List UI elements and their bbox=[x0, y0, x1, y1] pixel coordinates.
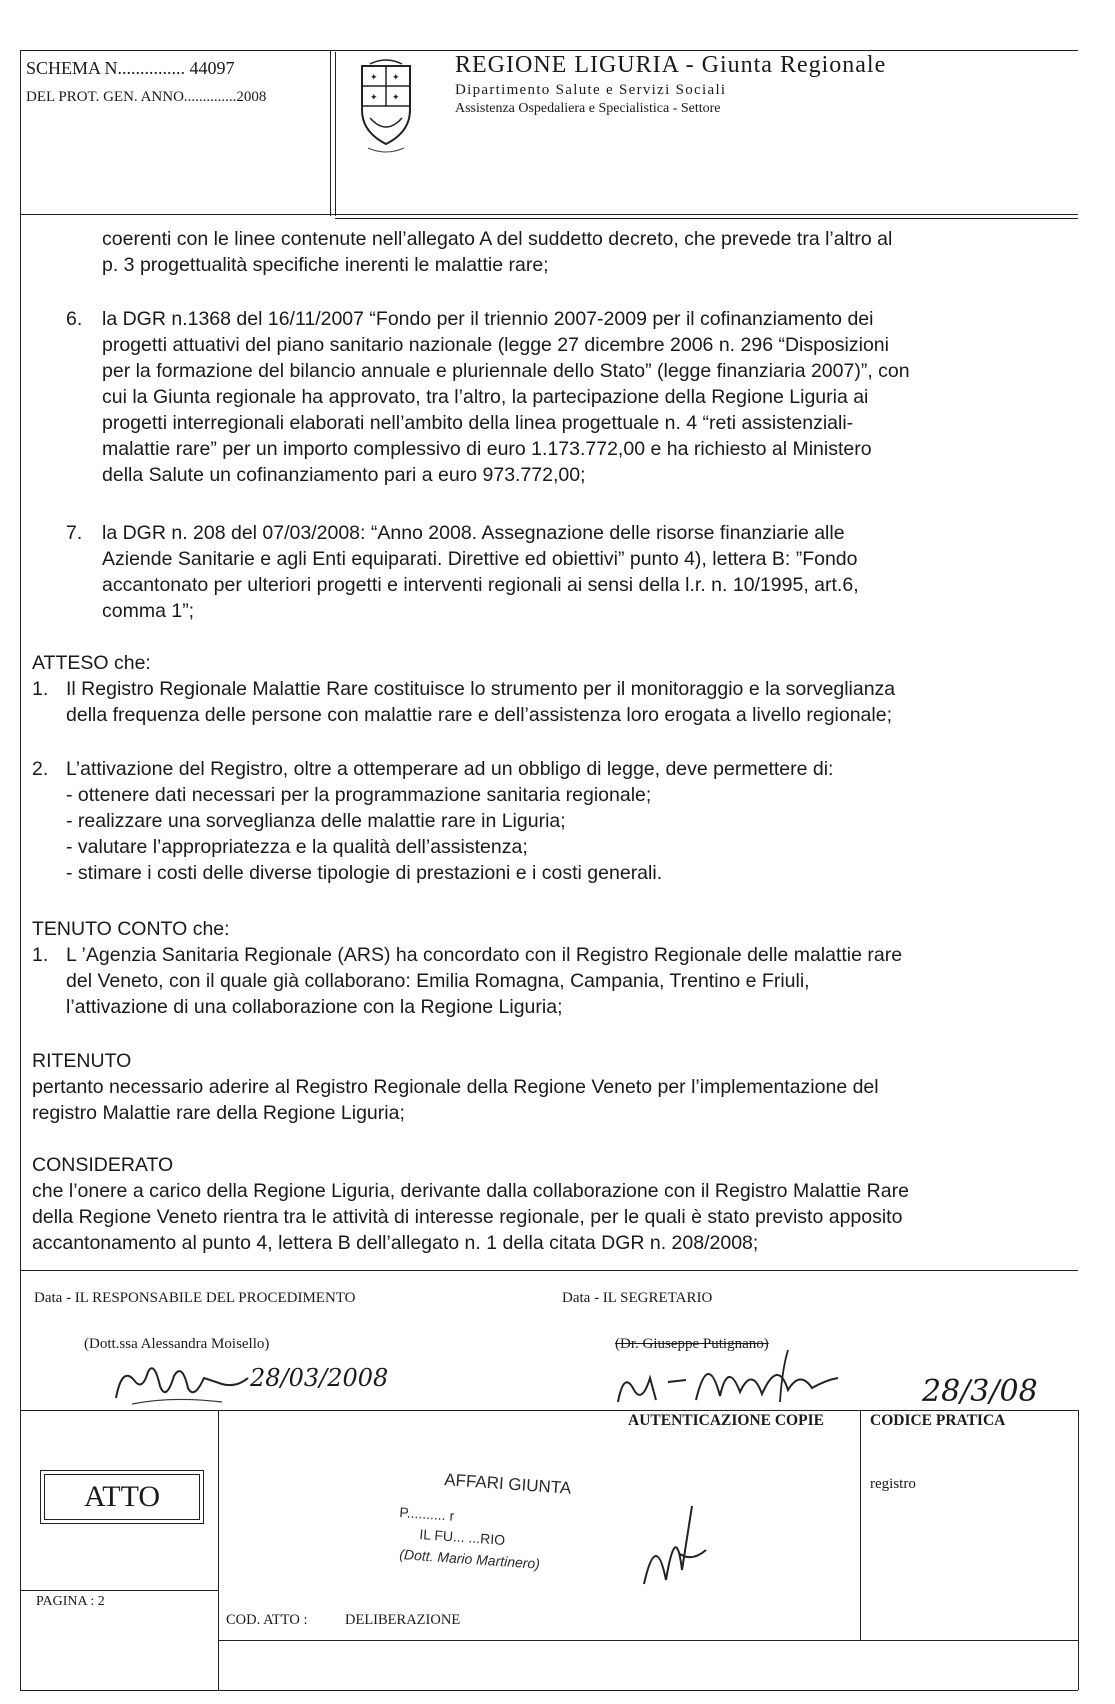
atteso-2-number: 2. bbox=[32, 758, 49, 780]
atteso-heading: ATTESO che: bbox=[32, 652, 151, 674]
organization-title: REGIONE LIGURIA - Giunta Regionale bbox=[455, 52, 887, 78]
text-line: coerenti con le linee contenute nell’allegato A del suddetto decreto, che prevede tra l’altro al bbox=[102, 228, 893, 250]
text-line: cui la Giunta regionale ha approvato, tra l’altro, la partecipazione della Regione Liguria ai bbox=[102, 386, 869, 408]
stamp-line-1: P.......... r bbox=[398, 1504, 455, 1524]
intro-paragraph bbox=[102, 226, 892, 278]
codice-pratica-value: registro bbox=[870, 1476, 916, 1492]
text-line: la DGR n. 208 del 07/03/2008: “Anno 2008. Assegnazione delle risorse finanziarie alle bbox=[102, 522, 845, 544]
schema-number: SCHEMA N............... 44097 bbox=[26, 58, 235, 78]
atteso-2-bullets bbox=[66, 782, 662, 886]
ritenuto-heading: RITENUTO bbox=[32, 1050, 132, 1072]
tenuto-conto-heading: TENUTO CONTO che: bbox=[32, 918, 230, 940]
text-line: malattie rare” per un importo complessivo di euro 1.173.772,00 e ha richiesto al Ministero bbox=[102, 438, 872, 460]
text-line: l’attivazione di una collaborazione con la Regione Liguria; bbox=[66, 996, 563, 1018]
responsabile-signature bbox=[112, 1358, 252, 1408]
text-line: L ’Agenzia Sanitaria Regionale (ARS) ha concordato con il Registro Regionale delle malattie rare bbox=[66, 944, 903, 966]
item-6-paragraph bbox=[102, 306, 910, 488]
responsabile-label: Data - IL RESPONSABILE DEL PROCEDIMENTO bbox=[34, 1290, 356, 1306]
tenuto-1-paragraph bbox=[66, 942, 902, 1020]
segretario-label: Data - IL SEGRETARIO bbox=[562, 1290, 713, 1306]
considerato-paragraph bbox=[32, 1178, 909, 1256]
list-item: - realizzare una sorveglianza delle malattie rare in Liguria; bbox=[66, 810, 566, 832]
text-line: progetti interregionali elaborati nell’ambito della linea progettuale n. 4 “reti assistenziali- bbox=[102, 412, 854, 434]
text-line: della frequenza delle persone con malattie rare e dell’assistenza loro erogata a livello regionale; bbox=[66, 704, 892, 726]
sector-name: Assistenza Ospedaliera e Specialistica - Settore bbox=[455, 101, 721, 116]
ritenuto-paragraph bbox=[32, 1074, 879, 1126]
text-line: che l’onere a carico della Regione Liguria, derivante dalla collaborazione con il Registro Malattie Rare bbox=[32, 1180, 909, 1202]
pagina-label: PAGINA : 2 bbox=[36, 1594, 105, 1609]
segretario-name: (Dr. Giuseppe Putignano) bbox=[615, 1336, 769, 1352]
protocol-year: DEL PROT. GEN. ANNO..............2008 bbox=[26, 89, 267, 105]
responsabile-name: (Dott.ssa Alessandra Moisello) bbox=[84, 1336, 270, 1352]
text-line: progetti attuativi del piano sanitario nazionale (legge 27 dicembre 2006 n. 296 “Disposizioni bbox=[102, 334, 889, 356]
text-line: accantonato per ulteriori progetti e interventi regionali ai sensi della l.r. n. 10/1995, art.6, bbox=[102, 574, 859, 596]
text-line: comma 1”; bbox=[102, 600, 195, 622]
cod-atto-label: COD. ATTO : bbox=[226, 1612, 308, 1628]
tenuto-1-number: 1. bbox=[32, 944, 49, 966]
considerato-heading: CONSIDERATO bbox=[32, 1154, 174, 1176]
atto-label: ATTO bbox=[44, 1474, 200, 1520]
autenticazione-copie-label: AUTENTICAZIONE COPIE bbox=[628, 1412, 824, 1429]
text-line: Il Registro Regionale Malattie Rare costituisce lo strumento per il monitoraggio e la sorveglianza bbox=[66, 678, 896, 700]
stamp-title: AFFARI GIUNTA bbox=[443, 1470, 572, 1498]
text-line: la DGR n.1368 del 16/11/2007 “Fondo per il triennio 2007-2009 per il cofinanziamento dei bbox=[102, 308, 874, 330]
text-line: della Salute un cofinanziamento pari a euro 973.772,00; bbox=[102, 464, 586, 486]
codice-pratica-label: CODICE PRATICA bbox=[870, 1412, 1006, 1429]
text-line: per la formazione del bilancio annuale e pluriennale dello Stato” (legge finanziaria 2007)”, con bbox=[102, 360, 910, 382]
atto-box bbox=[40, 1470, 204, 1524]
svg-text:✦: ✦ bbox=[392, 73, 400, 83]
text-line: Aziende Sanitarie e agli Enti equiparati. Direttive ed obiettivi” punto 4), lettera B: ”Fondo bbox=[102, 548, 858, 570]
atteso-1-paragraph bbox=[66, 676, 895, 728]
text-line: registro Malattie rare della Regione Liguria; bbox=[32, 1102, 405, 1124]
text-line: del Veneto, con il quale già collaborano: Emilia Romagna, Campania, Trentino e Friuli, bbox=[66, 970, 810, 992]
list-item: - ottenere dati necessari per la programmazione sanitaria regionale; bbox=[66, 784, 652, 806]
svg-text:✦: ✦ bbox=[370, 73, 378, 83]
list-item: - stimare i costi delle diverse tipologie di prestazioni e i costi generali. bbox=[66, 862, 663, 884]
regione-liguria-coat-of-arms-logo bbox=[356, 60, 416, 155]
text-line: accantonamento al punto 4, lettera B dell’allegato n. 1 della citata DGR n. 208/2008; bbox=[32, 1232, 759, 1254]
item-6-number: 6. bbox=[66, 308, 83, 330]
stamp-signature bbox=[636, 1500, 716, 1590]
svg-text:✦: ✦ bbox=[370, 93, 378, 103]
svg-text:✦: ✦ bbox=[392, 93, 400, 103]
text-line: della Regione Veneto rientra tra le attività di interesse regionale, per le quali è stato previsto apposito bbox=[32, 1206, 903, 1228]
department-name: Dipartimento Salute e Servizi Sociali bbox=[455, 82, 727, 98]
list-item: - valutare l’appropriatezza e la qualità dell’assistenza; bbox=[66, 836, 528, 858]
text-line: pertanto necessario aderire al Registro Regionale della Regione Veneto per l’implementazione del bbox=[32, 1076, 879, 1098]
atteso-2-intro: L’attivazione del Registro, oltre a ottemperare ad un obbligo di legge, deve permettere di: bbox=[66, 758, 834, 780]
stamp-line-2: IL FU... ...RIO bbox=[418, 1526, 506, 1548]
text-line: p. 3 progettualità specifiche inerenti le malattie rare; bbox=[102, 254, 549, 276]
item-7-number: 7. bbox=[66, 522, 83, 544]
segretario-date: 28/3/08 bbox=[922, 1374, 1038, 1409]
item-7-paragraph bbox=[102, 520, 859, 624]
responsabile-date: 28/03/2008 bbox=[250, 1364, 389, 1392]
stamp-line-3: (Dott. Mario Martinero) bbox=[398, 1546, 541, 1572]
segretario-signature bbox=[612, 1330, 922, 1410]
cod-atto-value: DELIBERAZIONE bbox=[345, 1612, 461, 1628]
atteso-1-number: 1. bbox=[32, 678, 49, 700]
